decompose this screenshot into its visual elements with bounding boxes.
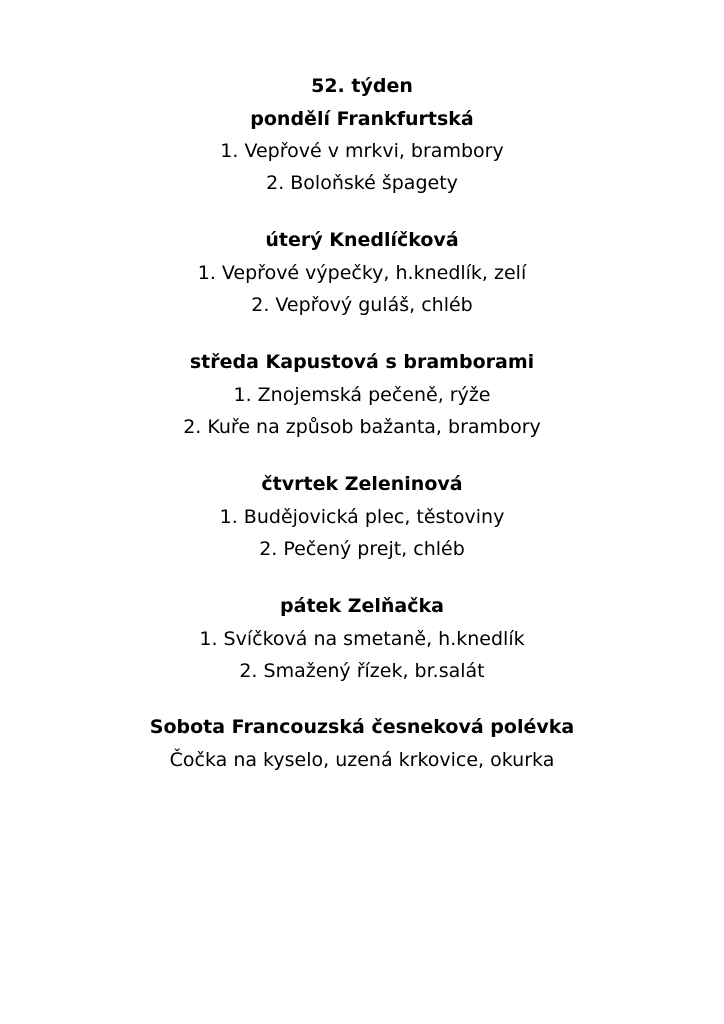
- week-title: 52. týden: [311, 75, 413, 97]
- wednesday-item-1: 1. Znojemská pečeně, rýže: [233, 384, 491, 406]
- wednesday-item-2: 2. Kuře na způsob bažanta, brambory: [183, 416, 541, 438]
- thursday-item-2: 2. Pečený prejt, chléb: [259, 538, 465, 560]
- thursday-heading: čtvrtek Zeleninová: [261, 473, 463, 495]
- tuesday-heading: úterý Knedlíčková: [265, 229, 459, 251]
- friday-heading: pátek Zelňačka: [280, 595, 444, 617]
- monday-item-2: 2. Boloňské špagety: [266, 172, 458, 194]
- wednesday-heading: středa Kapustová s bramborami: [189, 351, 535, 373]
- tuesday-item-1: 1. Vepřové výpečky, h.knedlík, zelí: [197, 262, 527, 284]
- tuesday-item-2: 2. Vepřový guláš, chléb: [251, 294, 473, 316]
- friday-item-1: 1. Svíčková na smetaně, h.knedlík: [199, 628, 525, 650]
- monday-heading: pondělí Frankfurtská: [250, 108, 474, 130]
- saturday-heading: Sobota Francouzská česneková polévka: [149, 716, 575, 738]
- thursday-item-1: 1. Budějovická plec, těstoviny: [219, 506, 505, 528]
- friday-item-2: 2. Smažený řízek, br.salát: [239, 660, 485, 682]
- monday-item-1: 1. Vepřové v mrkvi, brambory: [220, 140, 504, 162]
- saturday-item: Čočka na kyselo, uzená krkovice, okurka: [169, 749, 555, 771]
